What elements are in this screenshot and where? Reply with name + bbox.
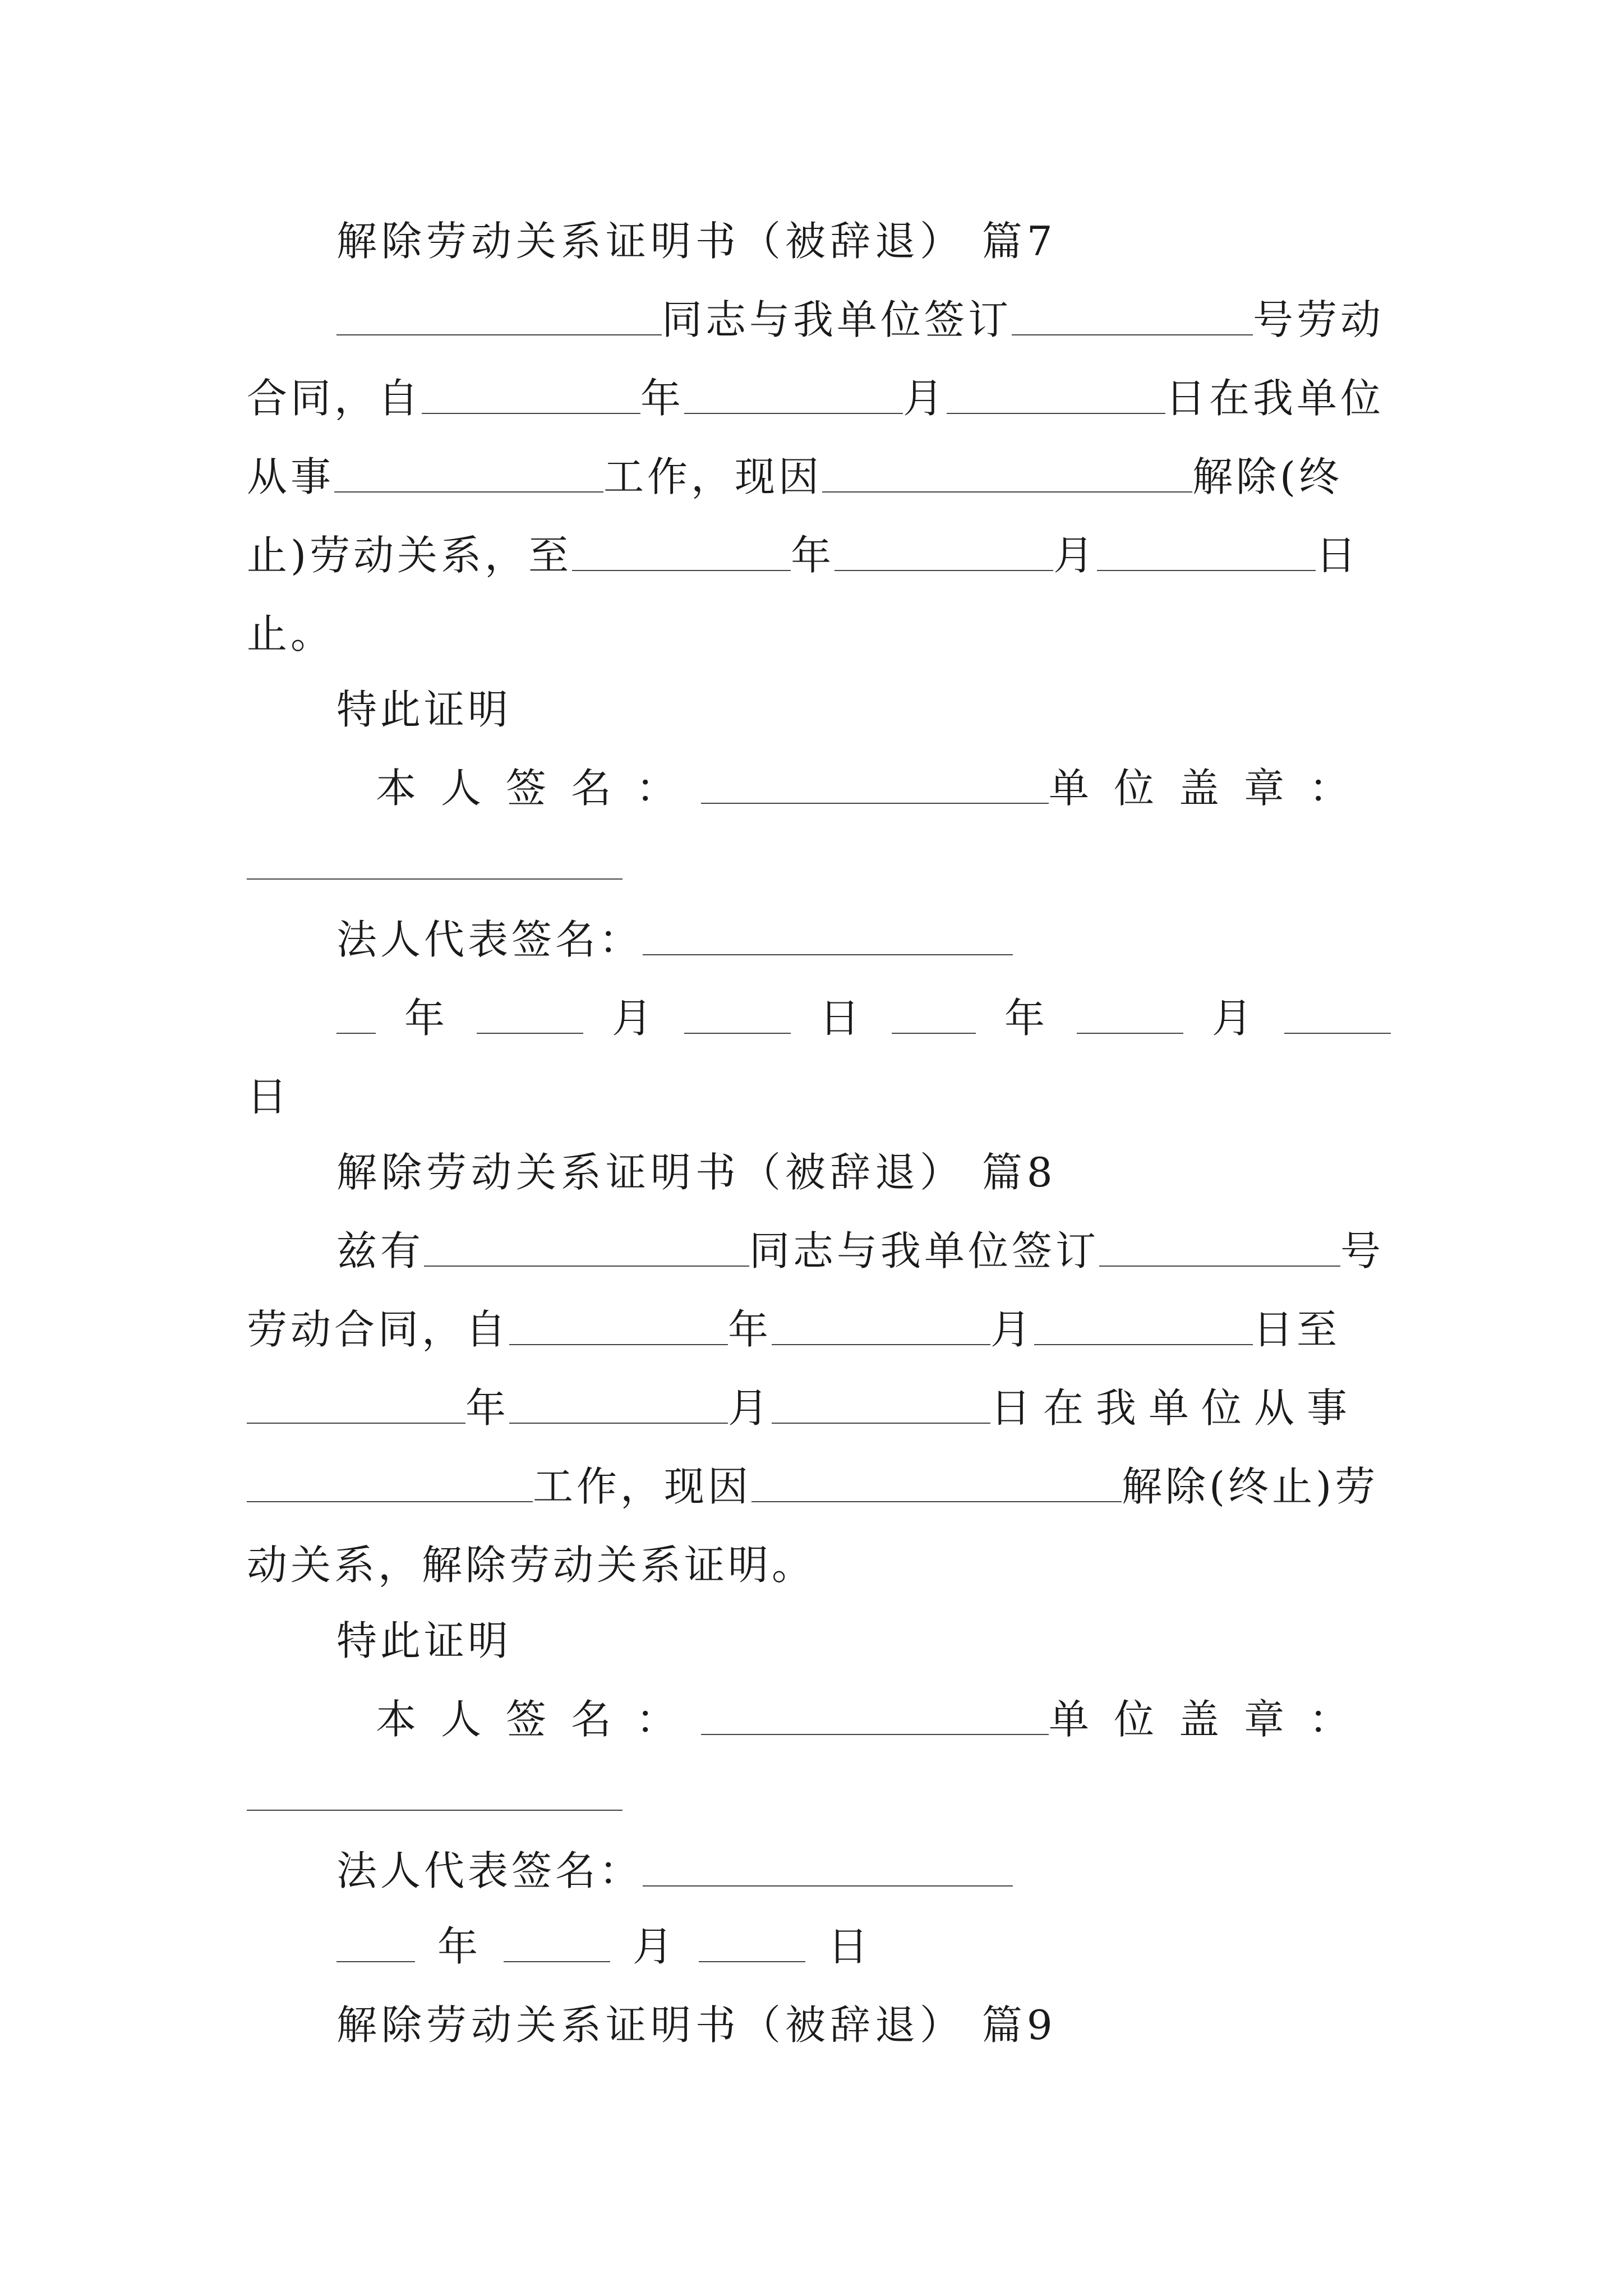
blank-line [572, 527, 791, 571]
text-run: 年 [1004, 995, 1048, 1042]
blank-line [247, 836, 623, 880]
blank-line [504, 1918, 610, 1962]
special-note: 特此证明 [336, 1617, 512, 1664]
blank-line [1077, 990, 1183, 1034]
signature-row [376, 1691, 1374, 1747]
paragraph-line [247, 1458, 1378, 1515]
text-run: 月 [903, 375, 947, 422]
blank-line [701, 760, 1049, 804]
text-run: 年 [465, 1384, 510, 1432]
blank-line [643, 1843, 1013, 1887]
blank-line [424, 1223, 749, 1267]
blank-line [684, 990, 791, 1034]
blank-line [422, 370, 640, 414]
text-run: 工作，现因 [603, 453, 823, 500]
paragraph-line [336, 1223, 1384, 1279]
blank-line [1012, 292, 1253, 335]
paragraph-line [247, 1767, 623, 1823]
text-run: 止)劳动关系，至 [247, 532, 573, 579]
blank-line [751, 1458, 1122, 1502]
paragraph-line [247, 836, 623, 892]
blank-line [701, 1691, 1049, 1735]
blank-line [247, 1458, 533, 1502]
special-note: 特此证明 [336, 686, 512, 733]
paragraph-line [336, 292, 1384, 348]
blank-line [1034, 1301, 1253, 1345]
paragraph-line [247, 1301, 1340, 1358]
blank-line [1284, 990, 1391, 1034]
section-heading: 解除劳动关系证明书（被辞退） 篇8 [336, 1149, 1057, 1196]
text-run: 年 [791, 532, 835, 579]
blank-line [892, 990, 976, 1034]
blank-line [834, 527, 1053, 571]
paragraph-line [336, 1843, 1013, 1899]
signature-row [376, 760, 1374, 816]
text-run: 日至 [1253, 1306, 1341, 1353]
text-run: 月 [1211, 995, 1256, 1042]
section-heading: 解除劳动关系证明书（被辞退） 篇9 [336, 2001, 1057, 2049]
blank-line [336, 1918, 415, 1962]
text-run: 年 [640, 375, 685, 422]
paragraph-line [247, 449, 1343, 505]
text-run: 月 [728, 1384, 772, 1432]
unit-seal-label: 单位盖章： [1048, 1696, 1374, 1743]
self-signature-label: 本人签名： [376, 765, 702, 812]
blank-line [1097, 527, 1316, 571]
blank-line [509, 1380, 728, 1424]
text-run: 年 [728, 1306, 772, 1353]
paragraph-line [336, 912, 1013, 968]
paragraph-line [247, 527, 1359, 583]
blank-line [477, 990, 583, 1034]
text-run: 月 [990, 1306, 1035, 1353]
text-run: 从事 [247, 453, 335, 500]
blank-line [336, 990, 376, 1034]
text-run: 合同，自 [247, 375, 422, 422]
text-run: 日 [819, 995, 863, 1042]
blank-line [772, 1301, 990, 1345]
blank-line [772, 1380, 990, 1424]
blank-line [1099, 1223, 1340, 1267]
text-run: 劳动合同，自 [247, 1306, 510, 1353]
self-signature-label: 本人签名： [376, 1696, 702, 1743]
text-run: 日在我单位从事 [990, 1384, 1360, 1432]
paragraph-line: 日 [247, 1073, 291, 1120]
paragraph-line [247, 370, 1384, 426]
text-run: 号 [1340, 1227, 1385, 1274]
blank-line [822, 449, 1192, 493]
text-run: 解除(终 [1192, 453, 1343, 500]
text-run: 年 [404, 995, 448, 1042]
blank-line [336, 292, 662, 335]
paragraph-line [247, 1380, 1359, 1436]
text-run: 同志与我单位签订 [749, 1227, 1100, 1274]
text-run: 日在我单位 [1165, 375, 1385, 422]
text-run: 解除(终止)劳 [1122, 1463, 1379, 1510]
paragraph-line: 止。 [247, 610, 335, 657]
blank-line [699, 1918, 805, 1962]
blank-line [509, 1301, 728, 1345]
section-heading: 解除劳动关系证明书（被辞退） 篇7 [336, 218, 1057, 265]
text-run: 日 [828, 1923, 872, 1970]
text-run: 年 [437, 1923, 482, 1970]
blank-line [247, 1767, 623, 1811]
blank-line [334, 449, 603, 493]
text-run: 日 [1316, 532, 1360, 579]
legal-rep-label: 法人代表签名： [336, 1847, 643, 1894]
blank-line [643, 912, 1013, 955]
text-run: 月 [633, 1923, 677, 1970]
blank-line [947, 370, 1165, 414]
paragraph-line: 动关系，解除劳动关系证明。 [247, 1542, 816, 1589]
text-run: 月 [611, 995, 656, 1042]
text-run: 兹有 [336, 1227, 425, 1274]
blank-line [247, 1380, 465, 1424]
date-row [336, 990, 1391, 1046]
text-run: 月 [1053, 532, 1098, 579]
text-run: 号劳动 [1253, 296, 1385, 343]
date-row [336, 1918, 872, 1975]
legal-rep-label: 法人代表签名： [336, 916, 643, 963]
blank-line [684, 370, 903, 414]
text-run: 同志与我单位签订 [662, 296, 1012, 343]
text-run: 工作，现因 [533, 1463, 752, 1510]
unit-seal-label: 单位盖章： [1048, 765, 1374, 812]
